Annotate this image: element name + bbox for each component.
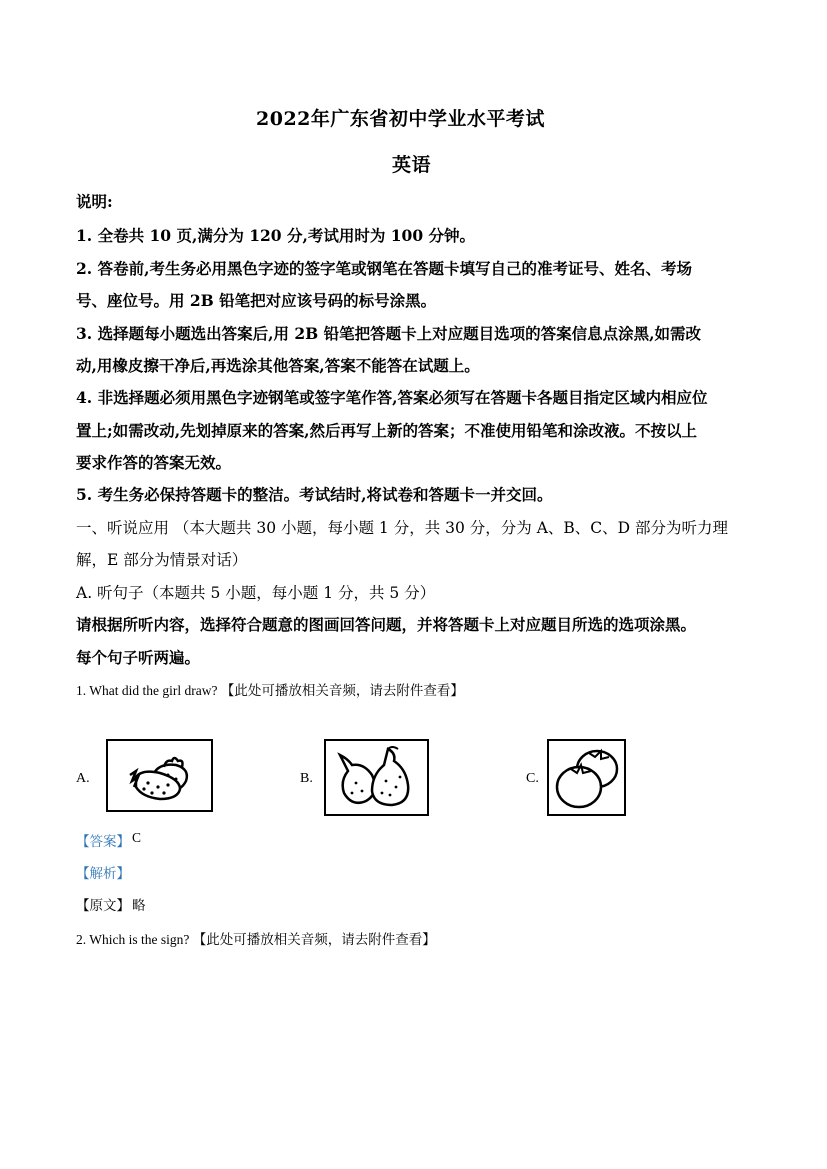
answer-tag: 【答案】 — [76, 834, 130, 849]
instruction-line: 置上;如需改动,先划掉原来的答案,然后再写上新的答案；不准使用铅笔和涂改液。不按以上 — [76, 421, 698, 440]
subject-title: 英语 — [392, 154, 432, 176]
original-tag: 【原文】 — [76, 898, 130, 913]
tomato-icon — [549, 741, 624, 814]
instructions-heading: 说明: — [76, 192, 113, 211]
strawberry-icon — [108, 741, 211, 810]
answer-value: C — [132, 830, 142, 845]
directions: 请根据所听内容，选择符合题意的图画回答问题，并将答题卡上对应题目所选的选项涂黑。 — [76, 615, 697, 634]
part-a-heading: A. 听句子（本题共 5 小题，每小题 1 分，共 5 分） — [76, 584, 436, 602]
option-c-label: C. — [526, 771, 539, 786]
directions-cont: 每个句子听两遍。 — [76, 648, 201, 667]
instruction-line: 号、座位号。用 2B 铅笔把对应该号码的标号涂黑。 — [76, 291, 437, 310]
instruction-line: 要求作答的答案无效。 — [76, 453, 232, 472]
pear-icon — [326, 741, 427, 814]
instruction-line: 动,用橡皮擦干净后,再选涂其他答案,答案不能答在试题上。 — [76, 356, 480, 375]
analysis-tag: 【解析】 — [76, 866, 130, 881]
instruction-line: 5. 考生务必保持答题卡的整洁。考试结时,将试卷和答题卡一并交回。 — [76, 485, 553, 504]
option-b-picture[interactable] — [324, 739, 429, 816]
option-a-label: A. — [76, 771, 90, 786]
section-heading-cont: 解，E 部分为情景对话） — [76, 551, 248, 569]
option-a-picture[interactable] — [106, 739, 213, 812]
instruction-line: 2. 答卷前,考生务必用黑色字迹的签字笔或钢笔在答题卡填写自己的准考证号、姓名、考场 — [76, 259, 692, 278]
section-heading: 一、听说应用 （本大题共 30 小题，每小题 1 分，共 30 分，分为 A、B、C、D 部分为听力理 — [76, 519, 729, 537]
exam-title: 2022年广东省初中学业水平考试 — [256, 108, 545, 130]
question-1-prompt: 1. What did the girl draw? 【此处可播放相关音频，请去附件查看】 — [76, 683, 464, 698]
option-b-label: B. — [300, 771, 313, 786]
option-c-picture[interactable] — [547, 739, 626, 816]
question-2-prompt: 2. Which is the sign? 【此处可播放相关音频，请去附件查看】 — [76, 932, 436, 947]
instruction-line: 1. 全卷共 10 页,满分为 120 分,考试用时为 100 分钟。 — [76, 226, 476, 245]
instruction-line: 4. 非选择题必须用黑色字迹钢笔或签字笔作答,答案必须写在答题卡各题目指定区域内相应位 — [76, 388, 708, 407]
original-value: 略 — [132, 898, 146, 913]
instruction-line: 3. 选择题每小题选出答案后,用 2B 铅笔把答题卡上对应题目选项的答案信息点涂黑,如需改 — [76, 324, 702, 343]
